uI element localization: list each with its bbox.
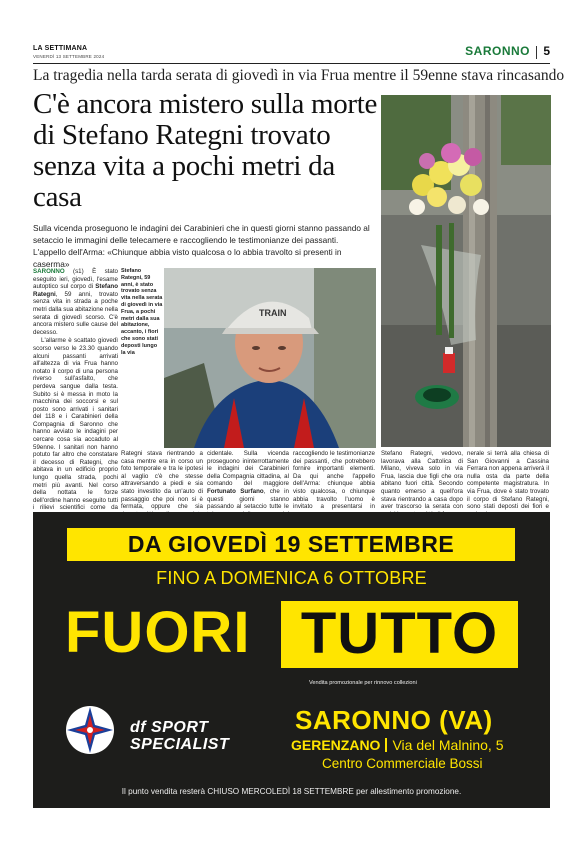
headline-line: senza vita a pochi metri da casa bbox=[33, 150, 335, 213]
masthead bbox=[33, 44, 550, 64]
ad-tutto-text: TUTTO bbox=[281, 601, 518, 668]
svg-text:TRAIN: TRAIN bbox=[259, 308, 287, 318]
ad-start-date: DA GIOVEDÌ 19 SETTEMBRE bbox=[67, 528, 515, 561]
article-kicker: La tragedia nella tarda serata di giovedì in via Frua mentre il 59enne stava rincasando bbox=[33, 67, 565, 84]
article-column-2: Rategni stava rientrando a casa mentre era in corso un foto temporale e tra le ipotesi al vaglio c'è che stesse attraversando a piedi e sia stato investito da un'auto di passaggio che poi non si è fermata, oppure che sia bbox=[121, 450, 203, 511]
advertisement-sport-specialist bbox=[33, 512, 550, 808]
ad-promo-note: Vendita promozionale per rinnovo collezioni bbox=[309, 680, 417, 686]
address-divider bbox=[385, 738, 387, 752]
newspaper-name: LA SETTIMANA bbox=[33, 45, 88, 52]
ad-end-date: FINO A DOMENICA 6 OTTOBRE bbox=[156, 568, 427, 588]
headline-line: di Stefano Rategni trovato bbox=[33, 119, 331, 151]
ad-fuori-text: FUORI bbox=[65, 600, 251, 665]
summary-text: Sulla vicenda proseguono le indagini dei Carabinieri che in questi giorni stanno passando al setaccio le immagini delle telecamere e raccogliendo le testimonianze dei passanti. bbox=[33, 223, 370, 245]
flowers-photo bbox=[381, 95, 551, 447]
headline-line: C'è ancora mistero sulla morte bbox=[33, 88, 378, 120]
article-column-5: Stefano Rategni, vedovo, lavorava alla Cattolica di Milano, viveva solo in via Frua, lascia due figli che ora abitano fuori città. Secondo quanto emerso a quell'ora stava rientrando a casa dopo aver trascorso la serata con bbox=[381, 450, 463, 511]
paragraph: SARONNO (s1) È stato eseguito ieri, giovedì, l'esame autoptico sul corpo di Stefano Rategni, 59 anni, trovato senza vita in strada a poche metri dalla sua abitazione nella serata di giovedì scorso. C'è ancora mistero sulle cause del decesso. bbox=[33, 268, 118, 336]
store-street: Via del Malnino, 5 bbox=[392, 737, 504, 753]
photo-caption: Stefano Rategni, 59 anni, è stato trovato senza vita nella serata di giovedì in via Frua, a pochi metri dalla sua abitazione, accanto, i fiori che sono stati deposti lungo la via bbox=[121, 268, 163, 356]
section-title: SARONNO bbox=[465, 44, 530, 58]
article-summary bbox=[33, 222, 378, 270]
page-number: 5 bbox=[543, 44, 550, 58]
paragraph: L'allarme è scattato giovedì scorso verso le 23.30 quando alcuni passanti arrivati all'altezza di via Frua hanno notato il corpo di una persona riverso sull'asfalto, che perdeva sangue dalla testa. Subito si è messa in moto la macchina dei soccorsi e sul posto sono arrivati i sanitari del 118 e i Carabinieri della Compagnia di Saronno che hanno avviato le indagini per cercare cosa sia accaduto al 59enne. I sanitari non hanno potuto far altro che constatare il decesso di Rategni, che abitava in un edificio proprio lungo quella strada, pochi metri più avanti. Nel corso della nottata le forze dell'ordine hanno eseguito tutti i rilievi scientifici come da bbox=[33, 337, 118, 512]
appeal-text: L'appello dell'Arma: «Chiunque abbia visto qualcosa o lo abbia travolto si presenti in caserma» bbox=[33, 247, 342, 269]
article-column-3: cidentale. Sulla vicenda proseguono ininterrottamente le indagini dei Carabinieri della Compagnia cittadina, al comando del maggiore Fortunato Surfano, che in questi giorni stanno passando al setaccio tutte le bbox=[207, 450, 289, 511]
store-mall: Centro Commerciale Bossi bbox=[322, 756, 483, 771]
issue-date: VENERDÌ 13 SETTEMBRE 2024 bbox=[33, 54, 105, 59]
victim-portrait-photo bbox=[164, 268, 376, 448]
masthead-divider bbox=[536, 46, 537, 59]
article-column-4: raccogliendo le testimonianze dei passanti, che potrebbero fornire importanti elementi. Da qui anche l'appello dell'Arma: chiunque abbia visto qualcosa, o chiunque abbia travolto l'uomo è invitato a presentarsi in bbox=[293, 450, 375, 511]
store-address bbox=[291, 737, 504, 753]
article-column-6: nerale si terrà alla chiesa di San Giovanni a Cassina Ferrara non appena arriverà il nulla osta da parte della competente magistratura. In via Frua, dove è stato trovato il corpo di Stefano Rategni, sono stati deposti dei fiori e bbox=[467, 450, 549, 511]
store-town: GERENZANO bbox=[291, 737, 381, 753]
brand-name-line1: df SPORT bbox=[130, 719, 209, 736]
brand-name-line2: SPECIALIST bbox=[130, 736, 230, 753]
dateline-city: SARONNO bbox=[33, 268, 65, 275]
article-headline bbox=[33, 89, 378, 213]
sport-specialist-star-logo-icon bbox=[65, 705, 115, 755]
ad-closure-note: Il punto vendita resterà CHIUSO MERCOLEDÌ 18 SETTEMBRE per allestimento promozione. bbox=[121, 787, 462, 796]
store-city: SARONNO (VA) bbox=[295, 705, 493, 735]
